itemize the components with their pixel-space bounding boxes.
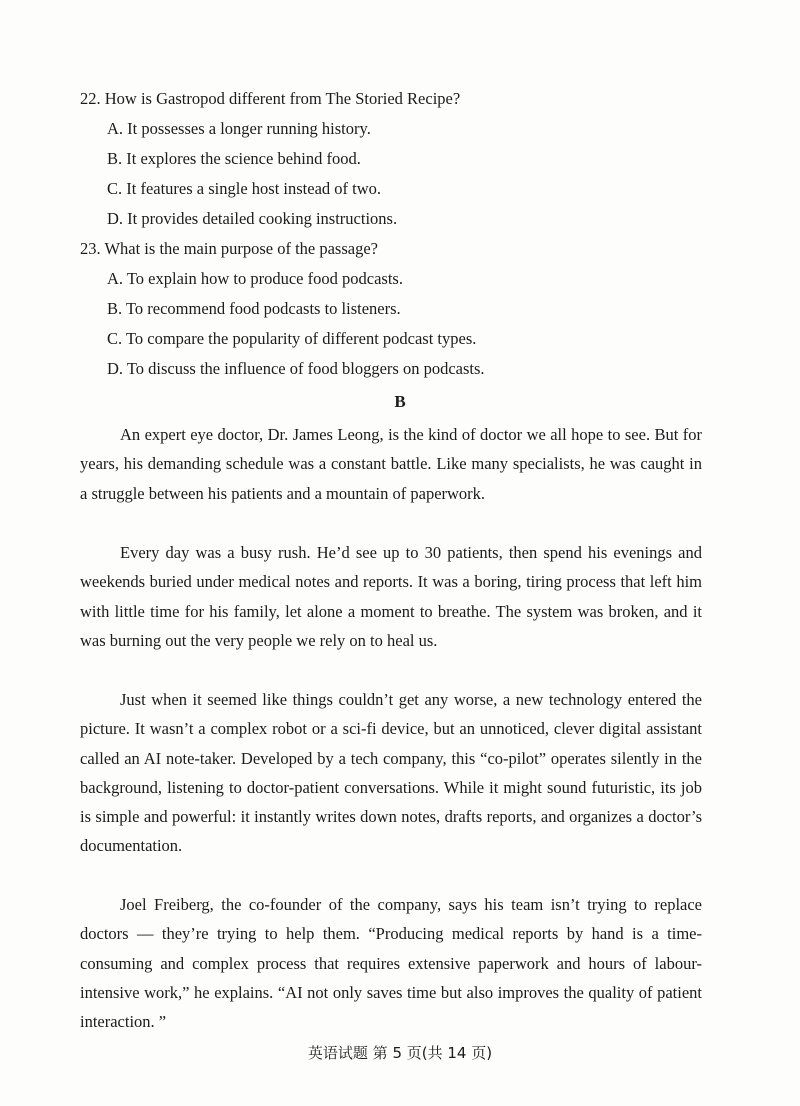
passage-paragraph-1: An expert eye doctor, Dr. James Leong, is the kind of doctor we all hope to see. But for years, his demanding schedule was a constant battle. Like many specialists, he was caught in a struggle between his patients and a mountain of paperwork. — [80, 425, 702, 503]
page-footer: 英语试题 第 5 页(共 14 页) — [307, 1044, 493, 1062]
question-23-stem: 23. What is the main purpose of the passage? — [80, 239, 378, 258]
question-22-stem: 22. How is Gastropod different from The Storied Recipe? — [80, 89, 461, 108]
question-22-option-b: B. It explores the science behind food. — [107, 149, 361, 168]
question-23-option-d: D. To discuss the influence of food bloggers on podcasts. — [107, 359, 485, 378]
question-23-option-a: A. To explain how to produce food podcasts. — [107, 269, 403, 288]
section-heading: B — [394, 392, 406, 411]
question-22-option-d: D. It provides detailed cooking instructions. — [107, 209, 398, 228]
passage-paragraph-4: Joel Freiberg, the co-founder of the company, says his team isn’t trying to replace doctors — they’re trying to help them. “Producing medical reports by hand is a time-consuming and complex process that requires extensive paperwork and hours of labour-intensive work,” he explains. “AI not only saves time but also improves the quality of patient interaction. ” — [80, 895, 702, 1032]
question-22-option-c: C. It features a single host instead of two. — [107, 179, 382, 198]
question-23-option-c: C. To compare the popularity of different podcast types. — [107, 329, 477, 348]
question-23-option-b: B. To recommend food podcasts to listeners. — [107, 299, 401, 318]
question-22-option-a: A. It possesses a longer running history. — [107, 119, 371, 138]
passage-paragraph-2: Every day was a busy rush. He’d see up to 30 patients, then spend his evenings and weekends buried under medical notes and reports. It was a boring, tiring process that left him with little time for his family, let alone a moment to breathe. The system was broken, and it was burning out the very people we rely on to heal us. — [80, 543, 702, 650]
passage-paragraph-3: Just when it seemed like things couldn’t get any worse, a new technology entered the picture. It wasn’t a complex robot or a sci-fi device, but an unnoticed, clever digital assistant called an AI note-taker. Developed by a tech company, this “co-pilot” operates silently in the background, listening to doctor-patient conversations. While it might sound futuristic, its job is simple and powerful: it instantly writes down notes, drafts reports, and organizes a doctor’s documentation. — [80, 690, 702, 856]
